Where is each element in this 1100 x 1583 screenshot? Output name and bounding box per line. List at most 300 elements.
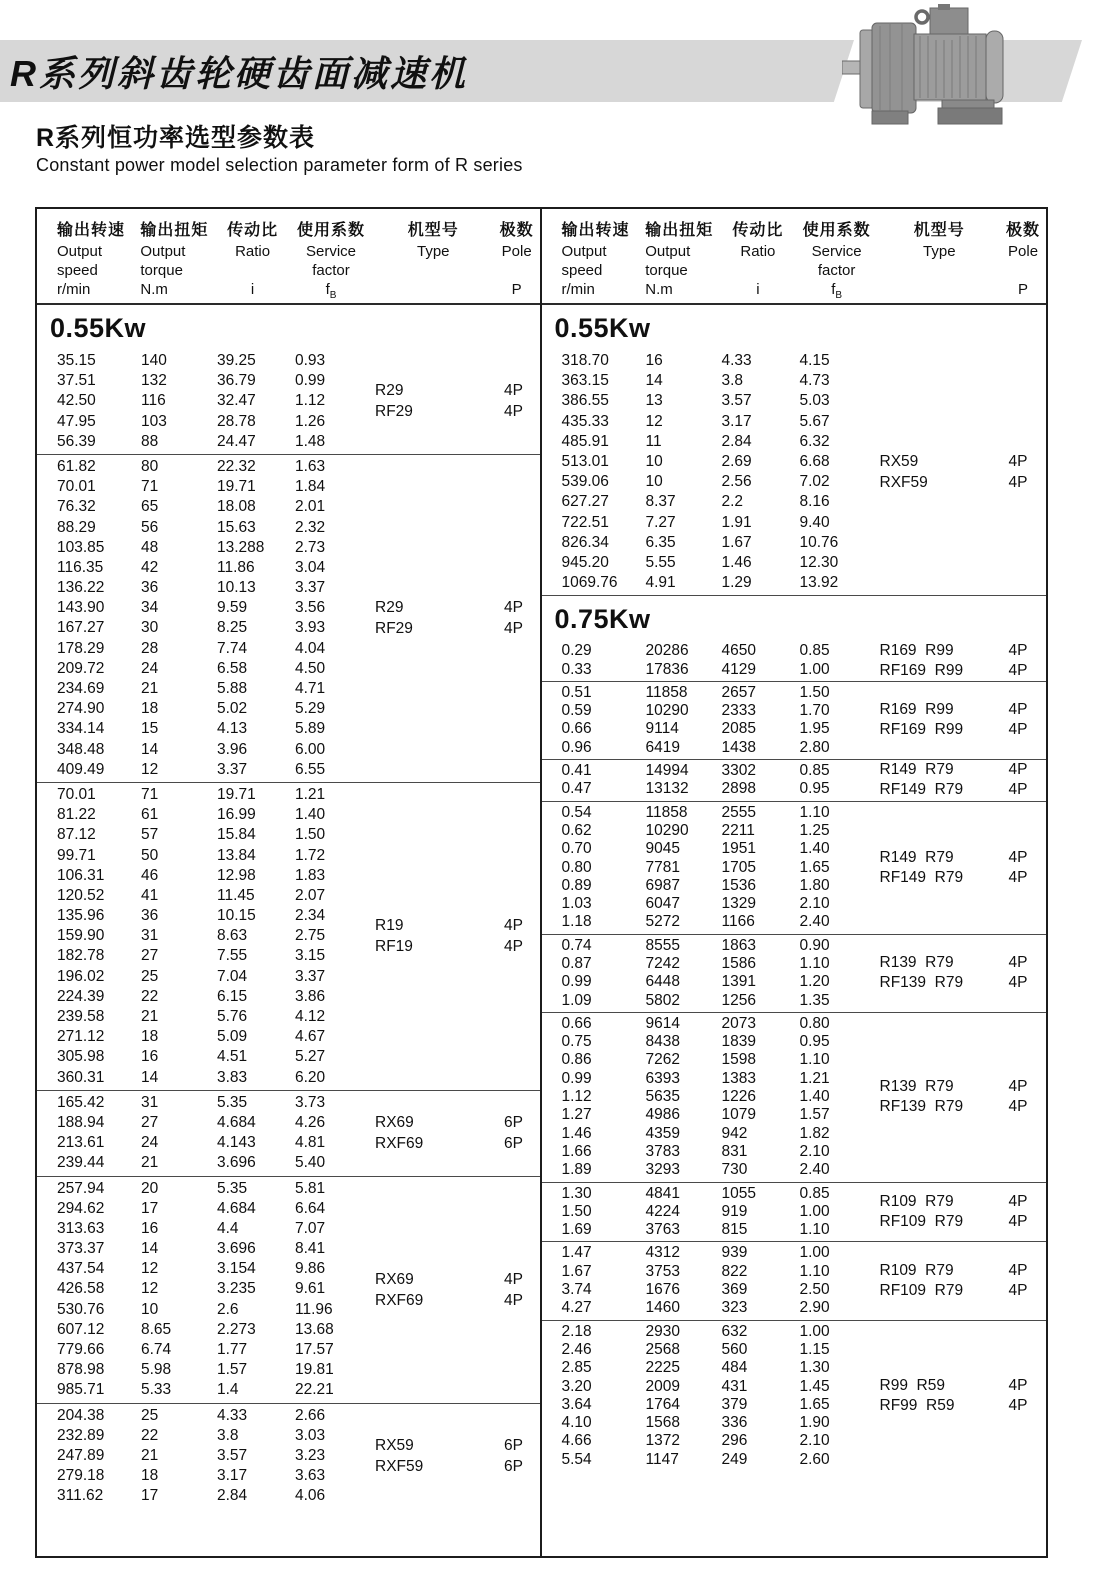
cell-ratio: 484 xyxy=(721,1359,748,1377)
cell-torque: 1676 xyxy=(645,1281,680,1299)
header-unit: P xyxy=(511,281,522,298)
type-row xyxy=(880,1281,1045,1301)
cell-speed: 3.20 xyxy=(561,1377,592,1395)
cell-ratio: 3302 xyxy=(721,762,756,780)
header-en: factor xyxy=(817,262,856,279)
cell-speed: 135.96 xyxy=(57,907,105,925)
header-col xyxy=(373,220,494,303)
cell-ratio: 1329 xyxy=(721,895,756,913)
cell-factor: 3.56 xyxy=(295,599,326,617)
cell-torque: 42 xyxy=(141,558,159,576)
cell-factor: 2.80 xyxy=(799,738,830,756)
type-label: R29 xyxy=(375,599,404,617)
header-zh: 极数 xyxy=(1006,222,1041,239)
cell-torque: 17 xyxy=(141,1487,159,1505)
cell-factor: 1.80 xyxy=(799,876,830,894)
cell-ratio: 815 xyxy=(721,1221,748,1239)
cell-torque: 10290 xyxy=(645,702,689,720)
cell-torque: 6987 xyxy=(645,876,680,894)
table-row xyxy=(37,719,540,739)
cell-ratio: 1438 xyxy=(721,738,756,756)
table-row xyxy=(542,1015,1047,1033)
type-pole-group xyxy=(375,915,538,957)
pole-label: 4P xyxy=(1008,1282,1028,1300)
cell-ratio: 2.273 xyxy=(217,1320,256,1338)
cell-factor: 1.10 xyxy=(799,1221,830,1239)
cell-ratio: 16.99 xyxy=(217,806,256,824)
cell-torque: 6.74 xyxy=(141,1341,172,1358)
cell-torque: 14 xyxy=(141,1240,159,1258)
cell-torque: 10290 xyxy=(645,821,689,839)
cell-ratio: 431 xyxy=(721,1377,748,1395)
cell-speed: 224.39 xyxy=(57,987,105,1005)
table-row xyxy=(542,1341,1047,1359)
cell-ratio: 379 xyxy=(721,1395,748,1413)
cell-torque: 6393 xyxy=(645,1069,680,1087)
type-label: R169 R99 xyxy=(879,701,954,719)
cell-factor: 1.21 xyxy=(295,785,326,803)
cell-factor: 1.72 xyxy=(295,846,326,864)
cell-speed: 35.15 xyxy=(57,352,96,369)
cell-speed: 0.66 xyxy=(561,720,592,738)
cell-torque: 27 xyxy=(141,947,159,965)
cell-torque: 13132 xyxy=(645,780,689,798)
type-row xyxy=(375,936,538,957)
cell-torque: 46 xyxy=(141,866,159,884)
cell-factor: 3.93 xyxy=(295,619,326,637)
cell-torque: 20286 xyxy=(645,642,689,660)
type-label: RXF69 xyxy=(375,1291,424,1309)
cell-speed: 103.85 xyxy=(57,538,105,556)
cell-speed: 274.90 xyxy=(57,700,105,718)
table-row xyxy=(542,391,1047,411)
cell-ratio: 1383 xyxy=(721,1069,756,1087)
cell-speed: 271.12 xyxy=(57,1028,105,1046)
cell-ratio: 632 xyxy=(721,1322,748,1340)
cell-factor: 5.40 xyxy=(295,1154,326,1172)
cell-speed: 196.02 xyxy=(57,967,105,985)
table-row xyxy=(542,513,1047,533)
table-row xyxy=(542,412,1047,432)
cell-ratio: 730 xyxy=(721,1161,748,1179)
cell-ratio: 19.71 xyxy=(217,785,256,803)
cell-speed: 3.74 xyxy=(561,1281,592,1299)
type-pole-group xyxy=(880,760,1045,800)
cell-factor: 3.86 xyxy=(295,987,326,1005)
cell-torque: 5.55 xyxy=(645,553,676,571)
cell-ratio: 4.33 xyxy=(217,1406,248,1424)
type-row xyxy=(880,1261,1045,1281)
cell-ratio: 1226 xyxy=(721,1088,756,1106)
cell-torque: 132 xyxy=(141,372,167,390)
cell-factor: 2.75 xyxy=(295,927,326,945)
data-block xyxy=(542,760,1047,802)
cell-ratio: 8.25 xyxy=(217,619,248,637)
cell-speed: 0.41 xyxy=(561,762,592,780)
cell-ratio: 1.46 xyxy=(721,553,752,571)
cell-torque: 5272 xyxy=(645,913,680,931)
cell-factor: 0.93 xyxy=(295,352,326,369)
cell-ratio: 5.09 xyxy=(217,1028,248,1046)
table-row xyxy=(37,679,540,699)
cell-factor: 1.95 xyxy=(799,720,830,738)
table-row xyxy=(542,684,1047,702)
cell-ratio: 3.8 xyxy=(217,1426,239,1444)
cell-factor: 12.30 xyxy=(799,553,839,571)
cell-torque: 3753 xyxy=(645,1262,680,1280)
cell-torque: 24 xyxy=(141,1134,159,1152)
header-unit: r/min xyxy=(57,281,91,298)
cell-torque: 21 xyxy=(141,1154,159,1172)
type-row xyxy=(880,1192,1045,1212)
cell-torque: 80 xyxy=(141,457,159,475)
cell-torque: 88 xyxy=(141,432,159,450)
table-row xyxy=(37,432,540,452)
type-label: RF139 R79 xyxy=(879,1098,964,1116)
header-en xyxy=(879,261,1001,280)
cell-speed: 0.74 xyxy=(561,936,592,954)
cell-factor: 0.85 xyxy=(799,642,830,660)
cell-speed: 1.12 xyxy=(561,1088,592,1106)
cell-factor: 1.35 xyxy=(799,991,830,1009)
cell-factor: 3.04 xyxy=(295,558,326,576)
header-zh: 机型号 xyxy=(407,222,459,239)
cell-speed: 143.90 xyxy=(57,599,105,617)
cell-torque: 16 xyxy=(645,352,663,369)
cell-ratio: 4.4 xyxy=(217,1219,239,1237)
data-block xyxy=(37,783,540,1091)
cell-speed: 1.67 xyxy=(561,1262,592,1280)
pole-label: 4P xyxy=(1008,721,1028,739)
cell-speed: 0.96 xyxy=(561,738,592,756)
cell-factor: 10.76 xyxy=(799,533,839,551)
cell-ratio: 1391 xyxy=(721,973,756,991)
cell-speed: 178.29 xyxy=(57,639,105,657)
cell-speed: 120.52 xyxy=(57,886,105,904)
cell-torque: 25 xyxy=(141,967,159,985)
header-zh: 输出扭矩 xyxy=(645,222,714,239)
cell-factor: 2.07 xyxy=(295,886,326,904)
cell-ratio: 3.696 xyxy=(217,1154,256,1172)
data-block xyxy=(542,1013,1047,1183)
cell-torque: 5.98 xyxy=(141,1361,172,1379)
cell-speed: 1069.76 xyxy=(561,574,618,592)
cell-factor: 1.10 xyxy=(799,1262,830,1280)
cell-ratio: 1536 xyxy=(721,876,756,894)
cell-factor: 1.30 xyxy=(799,1359,830,1377)
cell-ratio: 369 xyxy=(721,1281,748,1299)
table-row xyxy=(37,825,540,845)
cell-torque: 21 xyxy=(141,680,159,697)
cell-torque: 9114 xyxy=(645,720,679,738)
cell-factor: 2.90 xyxy=(799,1299,830,1317)
cell-torque: 1147 xyxy=(645,1450,679,1468)
cell-ratio: 4.33 xyxy=(721,352,752,369)
cell-ratio: 39.25 xyxy=(217,352,256,369)
cell-ratio: 1598 xyxy=(721,1051,756,1069)
cell-speed: 213.61 xyxy=(57,1134,105,1152)
cell-torque: 18 xyxy=(141,1028,159,1046)
cell-ratio: 2657 xyxy=(721,683,756,701)
data-block xyxy=(37,349,540,455)
cell-ratio: 919 xyxy=(721,1202,748,1220)
table-row xyxy=(37,886,540,906)
cell-factor: 19.81 xyxy=(295,1361,334,1379)
cell-factor: 9.61 xyxy=(295,1280,326,1298)
table-row xyxy=(542,913,1047,931)
cell-ratio: 12.98 xyxy=(217,866,256,884)
cell-speed: 0.87 xyxy=(561,955,592,972)
table-row xyxy=(542,1125,1047,1143)
cell-torque: 9614 xyxy=(645,1014,680,1032)
cell-torque: 2568 xyxy=(645,1340,680,1358)
cell-speed: 485.91 xyxy=(561,432,609,450)
type-label: RXF59 xyxy=(375,1458,424,1476)
cell-torque: 4841 xyxy=(645,1184,680,1202)
table-row xyxy=(37,1360,540,1380)
cell-torque: 31 xyxy=(141,927,159,945)
cell-speed: 106.31 xyxy=(57,866,105,884)
cell-speed: 722.51 xyxy=(561,513,609,531)
type-label: R19 xyxy=(375,917,404,935)
pole-label: 4P xyxy=(1008,453,1028,471)
table-row xyxy=(37,1199,540,1219)
type-pole-group xyxy=(880,1261,1045,1301)
cell-ratio: 2898 xyxy=(721,780,756,798)
cell-factor: 0.85 xyxy=(799,762,830,780)
type-label: RF139 R79 xyxy=(879,974,964,992)
cell-ratio: 1951 xyxy=(721,840,756,858)
table-row xyxy=(542,553,1047,573)
cell-speed: 247.89 xyxy=(57,1446,105,1464)
cell-speed: 539.06 xyxy=(561,473,609,491)
cell-factor: 11.96 xyxy=(295,1300,333,1318)
cell-ratio: 32.47 xyxy=(217,392,256,410)
type-pole-group xyxy=(375,597,538,639)
header-col xyxy=(795,220,879,303)
header-en xyxy=(1000,261,1046,280)
type-pole-group xyxy=(880,700,1045,740)
cell-torque: 65 xyxy=(141,498,159,516)
table-row xyxy=(542,573,1047,593)
cell-factor: 0.95 xyxy=(799,780,830,798)
table-row xyxy=(37,1007,540,1027)
type-row xyxy=(375,915,538,936)
cell-ratio: 4.143 xyxy=(217,1134,256,1152)
cell-speed: 99.71 xyxy=(57,846,96,864)
cell-factor: 1.50 xyxy=(799,683,830,701)
cell-speed: 318.70 xyxy=(561,352,609,369)
table-row xyxy=(37,967,540,987)
header-col xyxy=(1000,220,1046,303)
type-row xyxy=(880,868,1045,888)
cell-speed: 1.66 xyxy=(561,1142,592,1160)
cell-factor: 4.15 xyxy=(799,352,830,369)
power-heading: 0.75Kw xyxy=(554,604,651,635)
cell-ratio: 3.154 xyxy=(217,1260,256,1278)
cell-factor: 17.57 xyxy=(295,1341,334,1358)
cell-torque: 10 xyxy=(645,473,663,491)
type-label: RF109 R79 xyxy=(879,1213,964,1230)
type-label: R169 R99 xyxy=(879,641,954,659)
cell-factor: 2.60 xyxy=(799,1450,830,1468)
header-en: Output xyxy=(645,243,691,260)
type-label: R139 R79 xyxy=(879,1078,954,1096)
table-row xyxy=(542,992,1047,1010)
cell-factor: 5.29 xyxy=(295,700,326,718)
cell-torque: 71 xyxy=(141,785,159,803)
cell-factor: 4.67 xyxy=(295,1028,326,1046)
cell-factor: 1.65 xyxy=(799,858,830,876)
cell-speed: 779.66 xyxy=(57,1341,105,1358)
cell-speed: 239.58 xyxy=(57,1008,105,1025)
pole-label: 4P xyxy=(504,620,523,638)
cell-torque: 20 xyxy=(141,1179,159,1197)
cell-ratio: 13.288 xyxy=(217,538,265,556)
cell-speed: 0.66 xyxy=(561,1014,592,1032)
cell-speed: 159.90 xyxy=(57,927,105,945)
header-zh: 极数 xyxy=(499,222,534,239)
cell-torque: 3293 xyxy=(645,1161,680,1179)
table-row xyxy=(37,1027,540,1047)
pole-label: 4P xyxy=(1008,474,1028,492)
header-unit xyxy=(879,280,1001,300)
cell-ratio: 2.69 xyxy=(721,452,752,470)
cell-speed: 0.89 xyxy=(561,876,592,894)
cell-ratio: 5.88 xyxy=(217,680,248,697)
header-unit xyxy=(373,280,494,300)
cell-torque: 17 xyxy=(141,1199,159,1217)
cell-factor: 1.12 xyxy=(295,392,326,410)
cell-factor: 1.20 xyxy=(799,973,830,991)
cell-factor: 1.70 xyxy=(799,702,830,720)
cell-ratio: 22.32 xyxy=(217,457,256,475)
pole-label: 4P xyxy=(504,403,523,421)
cell-torque: 10 xyxy=(141,1300,159,1318)
cell-speed: 294.62 xyxy=(57,1199,105,1217)
cell-torque: 22 xyxy=(141,987,159,1005)
type-pole-group xyxy=(880,1077,1045,1117)
type-label: R149 R79 xyxy=(879,761,954,779)
cell-torque: 8.37 xyxy=(645,493,676,511)
cell-torque: 7781 xyxy=(645,858,680,876)
cell-torque: 36 xyxy=(141,579,159,597)
cell-ratio: 15.84 xyxy=(217,826,256,844)
cell-speed: 61.82 xyxy=(57,457,96,475)
table-row xyxy=(542,1299,1047,1317)
cell-speed: 360.31 xyxy=(57,1068,105,1086)
cell-torque: 12 xyxy=(141,760,159,778)
cell-ratio: 1705 xyxy=(721,858,756,876)
cell-factor: 4.04 xyxy=(295,639,326,657)
table-row xyxy=(37,1340,540,1360)
cell-torque: 5802 xyxy=(645,991,680,1009)
header-en xyxy=(721,261,795,280)
header-en: Output xyxy=(57,243,103,260)
table-row xyxy=(542,822,1047,840)
cell-factor: 22.21 xyxy=(295,1381,334,1399)
table-row xyxy=(37,351,540,371)
type-label: R149 R79 xyxy=(879,848,954,866)
header-en: Pole xyxy=(501,243,532,260)
cell-ratio: 2.6 xyxy=(217,1300,239,1318)
pole-label: 4P xyxy=(504,1291,523,1309)
cell-torque: 30 xyxy=(141,619,159,637)
type-label: RF29 xyxy=(375,403,413,421)
cell-torque: 4312 xyxy=(645,1244,680,1262)
table-row xyxy=(542,895,1047,913)
cell-torque: 34 xyxy=(141,599,159,617)
cell-torque: 14 xyxy=(645,372,663,390)
cell-speed: 234.69 xyxy=(57,680,105,697)
cell-factor: 6.68 xyxy=(799,452,830,470)
type-row xyxy=(880,472,1045,493)
cell-speed: 4.66 xyxy=(561,1432,592,1450)
type-pole-group xyxy=(375,1112,538,1154)
cell-ratio: 5.35 xyxy=(217,1093,248,1111)
cell-torque: 48 xyxy=(141,538,159,556)
cell-factor: 3.15 xyxy=(295,947,326,965)
type-row xyxy=(375,1456,538,1477)
pole-label: 4P xyxy=(1008,641,1028,659)
cell-speed: 0.86 xyxy=(561,1051,592,1069)
cell-torque: 27 xyxy=(141,1113,159,1131)
cell-speed: 348.48 xyxy=(57,740,105,758)
cell-ratio: 19.71 xyxy=(217,478,256,496)
cell-ratio: 336 xyxy=(721,1414,748,1432)
cell-speed: 204.38 xyxy=(57,1406,105,1424)
cell-speed: 826.34 xyxy=(561,533,609,551)
cell-factor: 6.32 xyxy=(799,432,830,450)
cell-torque: 11858 xyxy=(645,683,688,701)
header-zh: 使用系数 xyxy=(297,222,366,239)
cell-torque: 8555 xyxy=(645,936,680,954)
cell-factor: 5.27 xyxy=(295,1048,326,1066)
cell-ratio: 2085 xyxy=(721,720,756,738)
cell-torque: 1460 xyxy=(645,1299,680,1317)
cell-ratio: 5.76 xyxy=(217,1008,248,1025)
data-block xyxy=(542,935,1047,1013)
cell-speed: 0.62 xyxy=(561,821,592,839)
cell-speed: 945.20 xyxy=(561,553,609,571)
type-label: RX69 xyxy=(375,1270,414,1288)
cell-ratio: 3.8 xyxy=(721,372,744,390)
cell-factor: 2.73 xyxy=(295,538,326,556)
cell-ratio: 2211 xyxy=(721,821,755,839)
type-row xyxy=(375,401,538,422)
cell-speed: 0.51 xyxy=(561,683,592,701)
pole-label: 4P xyxy=(1008,1396,1028,1414)
cell-torque: 11 xyxy=(645,432,662,450)
header-unit: N.m xyxy=(645,281,673,298)
header-zh: 机型号 xyxy=(913,222,965,239)
table-row xyxy=(542,371,1047,391)
cell-factor: 5.03 xyxy=(799,392,830,410)
cell-torque: 71 xyxy=(141,478,159,496)
cell-factor: 4.71 xyxy=(295,680,326,697)
cell-ratio: 1.29 xyxy=(721,574,752,592)
cell-ratio: 2555 xyxy=(721,803,756,821)
cell-factor: 1.48 xyxy=(295,432,326,450)
header-en: Service xyxy=(305,243,357,260)
table-row xyxy=(37,1153,540,1173)
table-row xyxy=(542,533,1047,553)
type-pole-group xyxy=(375,1435,538,1477)
cell-speed: 279.18 xyxy=(57,1467,105,1485)
table-row xyxy=(37,1068,540,1088)
pole-label: 6P xyxy=(504,1458,523,1476)
power-heading: 0.55Kw xyxy=(50,313,147,343)
